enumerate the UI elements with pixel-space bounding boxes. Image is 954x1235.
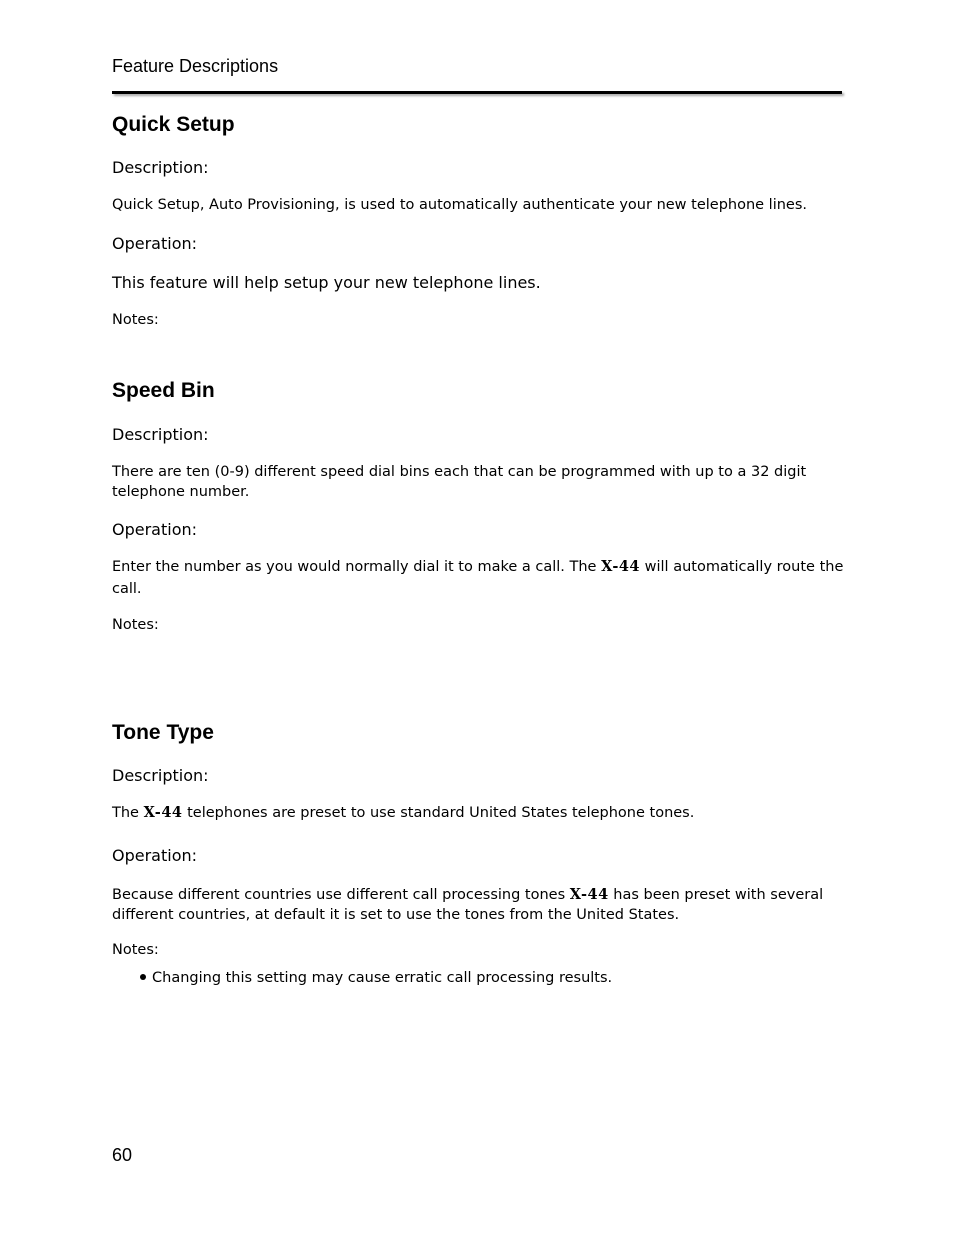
section-title-speed-bin: Speed Bin — [112, 379, 215, 402]
tone-type-description — [112, 803, 694, 823]
header-divider — [112, 91, 842, 94]
section-title-tone-type: Tone Type — [112, 721, 214, 744]
notes-item-text: Changing this setting may cause erratic call processing results. — [152, 970, 613, 986]
bullet-icon — [140, 974, 146, 980]
page-number: 60 — [112, 1145, 133, 1165]
model-name: X-44 — [569, 886, 609, 903]
notes-list-item — [140, 970, 612, 986]
tone-type-operation-line1 — [112, 885, 823, 905]
speed-bin-operation-line1 — [112, 557, 843, 577]
model-name: X-44 — [143, 804, 183, 821]
speed-bin-operation-line2: call. — [112, 581, 142, 597]
text-segment: has been preset with several — [608, 887, 824, 903]
model-name: X-44 — [601, 558, 641, 575]
speed-bin-description-line2: telephone number. — [112, 484, 250, 500]
quick-setup-operation: This feature will help setup your new telephone lines. — [112, 273, 541, 292]
text-segment: telephones are preset to use standard United States telephone tones. — [182, 805, 695, 821]
notes-label: Notes: — [112, 617, 159, 633]
page-header-title: Feature Descriptions — [112, 56, 279, 76]
operation-label: Operation: — [112, 520, 198, 539]
notes-label: Notes: — [112, 312, 159, 328]
tone-type-operation-line2: different countries, at default it is set to use the tones from the United States. — [112, 907, 680, 923]
text-segment: Enter the number as you would normally dial it to make a call. The — [112, 559, 602, 575]
description-label: Description: — [112, 158, 209, 177]
speed-bin-description-line1: There are ten (0-9) different speed dial bins each that can be programmed with up to a 32 digit — [112, 464, 807, 480]
description-label: Description: — [112, 425, 209, 444]
text-segment: The — [112, 805, 144, 821]
operation-label: Operation: — [112, 846, 198, 865]
notes-label: Notes: — [112, 942, 159, 958]
text-segment: Because different countries use different call processing tones — [112, 887, 570, 903]
text-segment: will automatically route the — [640, 559, 844, 575]
section-title-quick-setup: Quick Setup — [112, 113, 235, 136]
operation-label: Operation: — [112, 234, 198, 253]
description-label: Description: — [112, 766, 209, 785]
quick-setup-description: Quick Setup, Auto Provisioning, is used to automatically authenticate your new telephone lines. — [112, 197, 808, 213]
